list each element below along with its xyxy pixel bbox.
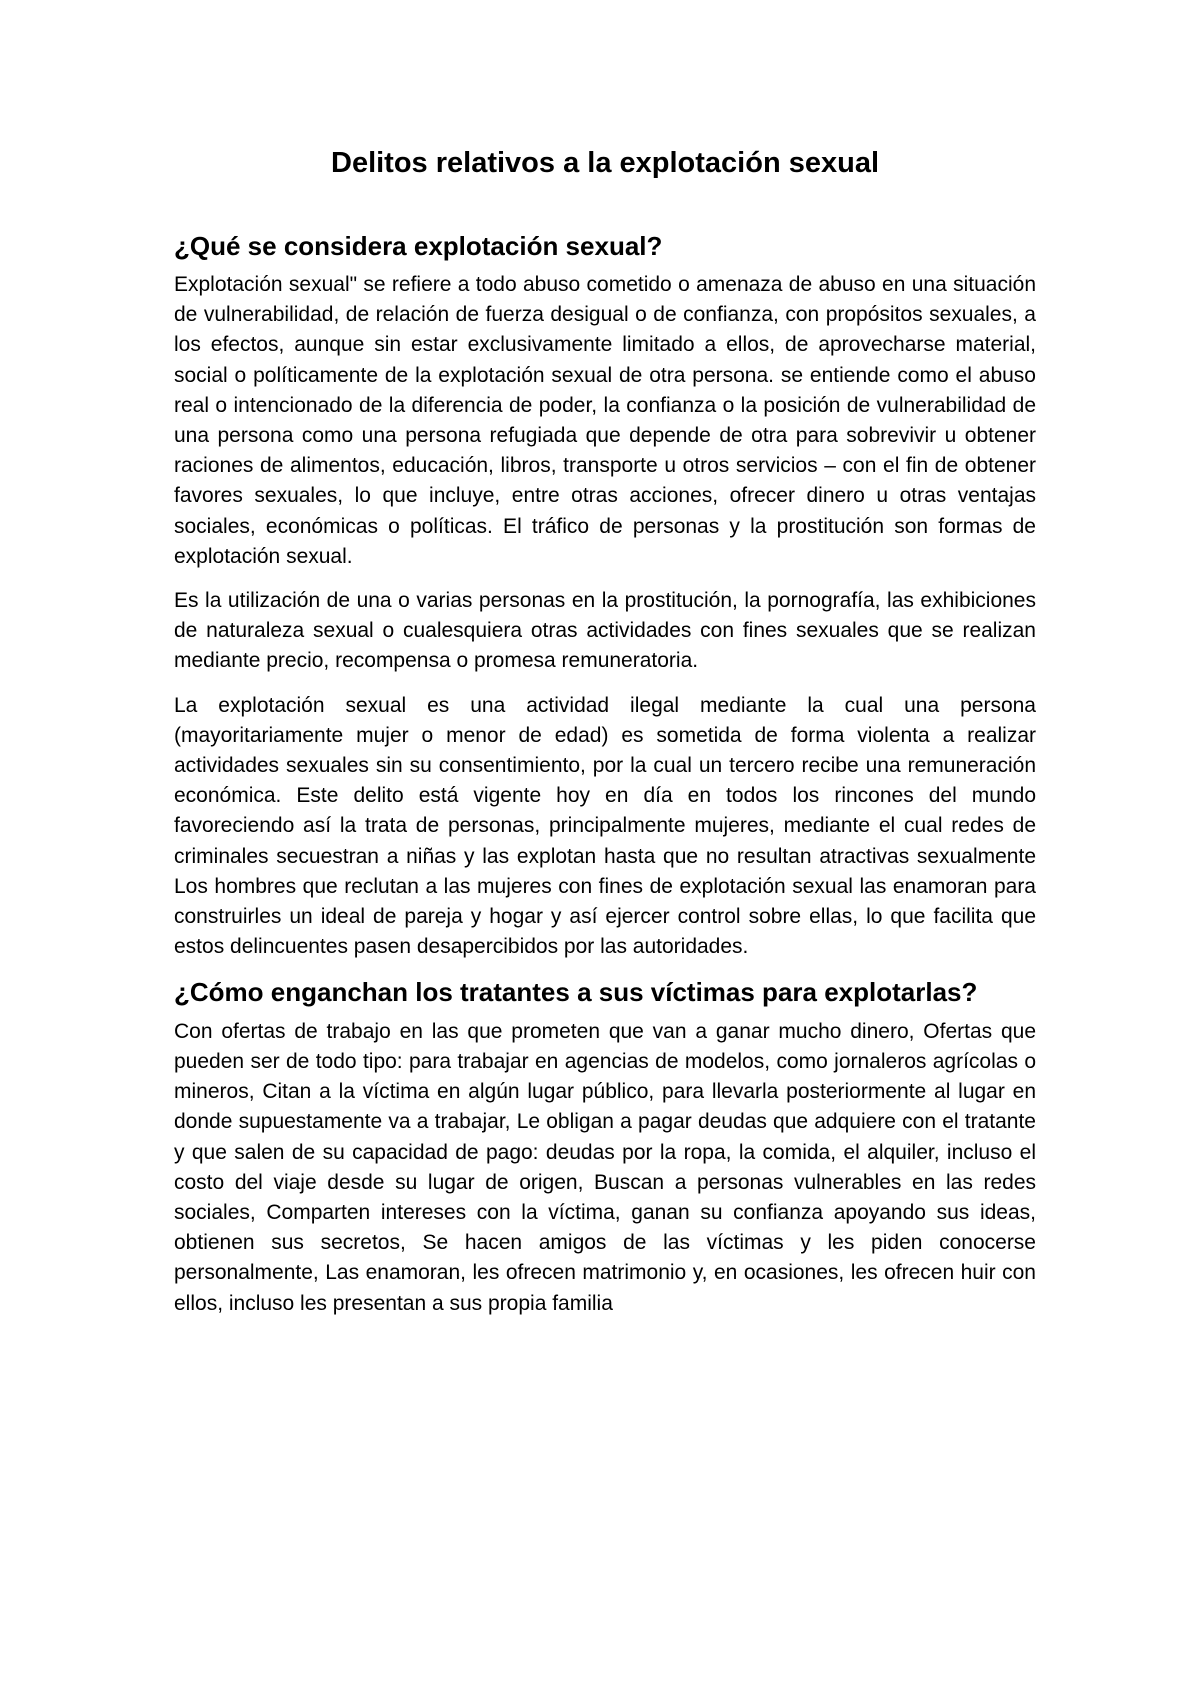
document-page	[174, 146, 1036, 1333]
section-how-traffickers-hook-victims	[174, 976, 1036, 1318]
section-what-is-exploitation	[174, 231, 1036, 963]
paragraph: La explotación sexual es una actividad ilegal mediante la cual una persona (mayoritariamente mujer o menor de edad) es sometida de forma violenta a realizar actividades sexuales sin su consentimiento, por la cual un tercero recibe una remuneración económica. Este delito está vigente hoy en día en todos los rincones del mundo favoreciendo así la trata de personas, principalmente mujeres, mediante el cual redes de criminales secuestran a niñas y las explotan hasta que no resultan atractivas sexualmente Los hombres que reclutan a las mujeres con fines de explotación sexual las enamoran para construirles un ideal de pareja y hogar y así ejercer control sobre ellas, lo que facilita que estos delincuentes pasen desapercibidos por las autoridades.	[174, 693, 1036, 959]
section-heading: ¿Qué se considera explotación sexual?	[174, 230, 663, 261]
document-title: Delitos relativos a la explotación sexual	[331, 147, 879, 179]
section-heading: ¿Cómo enganchan los tratantes a sus víctimas para explotarlas?	[174, 977, 978, 1008]
paragraph: Explotación sexual" se refiere a todo abuso cometido o amenaza de abuso en una situación de vulnerabilidad, de relación de fuerza desigual o de confianza, con propósitos sexuales, a los efectos, aunque sin estar exclusivamente limitado a ellos, de aprovecharse material, social o políticamente de la explotación sexual de otra persona. se entiende como el abuso real o intencionado de la diferencia de poder, la confianza o la posición de vulnerabilidad de una persona como una persona refugiada que depende de otra para sobrevivir u obtener raciones de alimentos, educación, libros, transporte u otros servicios – con el fin de obtener favores sexuales, lo que incluye, entre otras acciones, ofrecer dinero u otras ventajas sociales, económicas o políticas. El tráfico de personas y la prostitución son formas de explotación sexual.	[174, 272, 1036, 568]
paragraph: Es la utilización de una o varias personas en la prostitución, la pornografía, las exhibiciones de naturaleza sexual o cualesquiera otras actividades con fines sexuales que se realizan mediante precio, recompensa o promesa remuneratoria.	[174, 589, 1036, 673]
paragraph: Con ofertas de trabajo en las que prometen que van a ganar mucho dinero, Ofertas que pueden ser de todo tipo: para trabajar en agencias de modelos, como jornaleros agrícolas o mineros, Citan a la víctima en algún lugar público, para llevarla posteriormente al lugar en donde supuestamente va a trabajar, Le obligan a pagar deudas que adquiere con el tratante y que salen de su capacidad de pago: deudas por la ropa, la comida, el alquiler, incluso el costo del viaje desde su lugar de origen, Buscan a personas vulnerables en las redes sociales, Comparten intereses con la víctima, ganan su confianza apoyando sus ideas, obtienen sus secretos, Se hacen amigos de las víctimas y les piden conocerse personalmente, Las enamoran, les ofrecen matrimonio y, en ocasiones, les ofrecen huir con ellos, incluso les presentan a sus propia familia	[174, 1019, 1036, 1315]
